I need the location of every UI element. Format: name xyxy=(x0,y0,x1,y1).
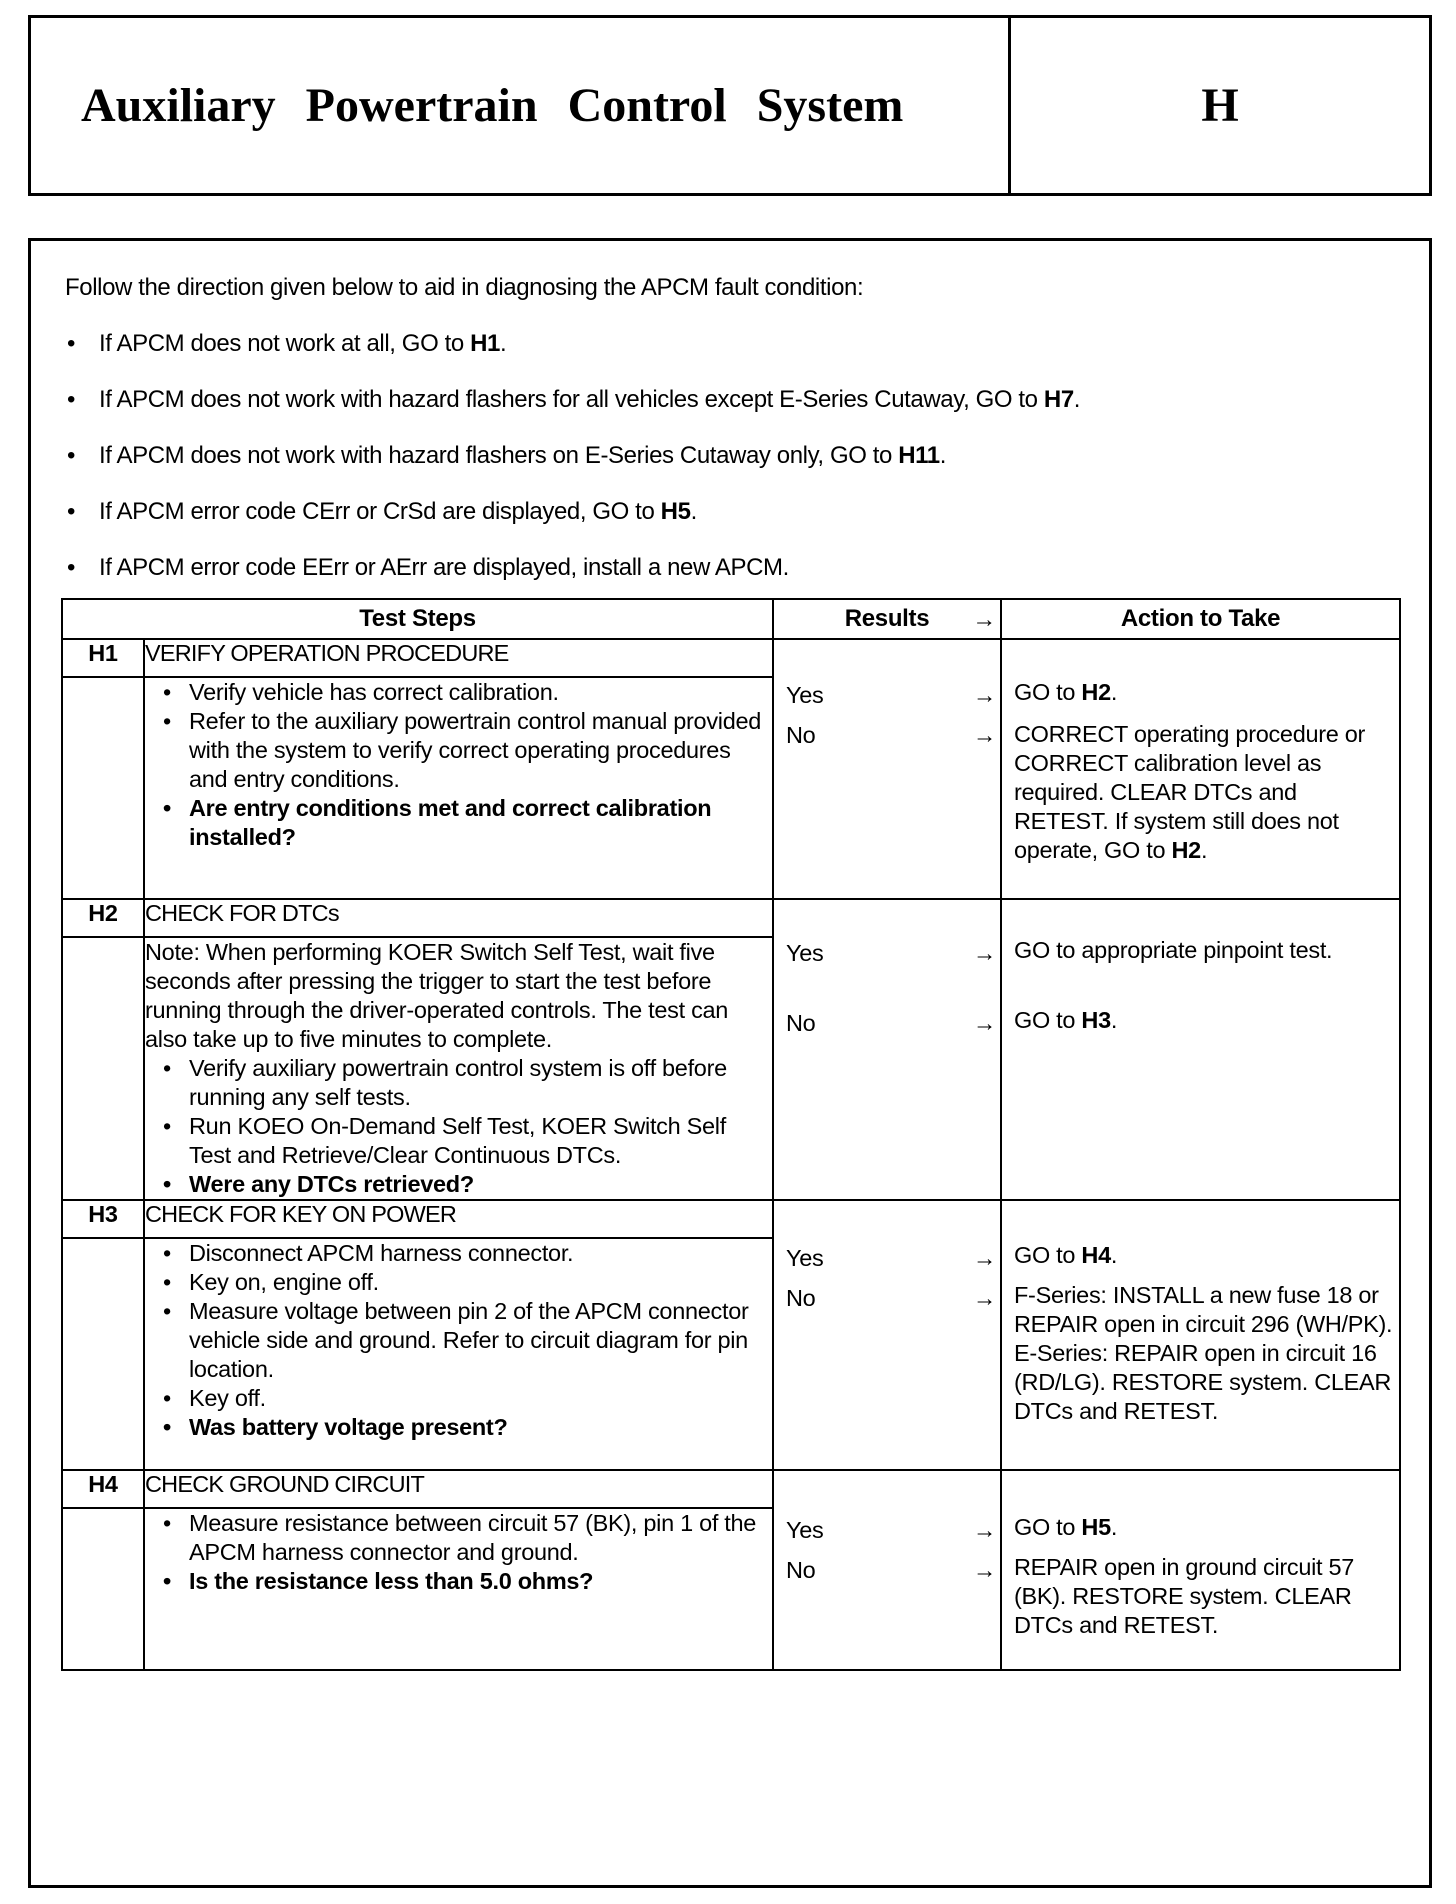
instruction-item: • Disconnect APCM harness connector. xyxy=(163,1240,574,1266)
step-id: H2 xyxy=(62,899,144,937)
intro-lead: Follow the direction given below to aid in diagnosing the APCM fault condition: xyxy=(65,274,864,301)
action-yes: GO to H4. xyxy=(1014,1242,1118,1268)
direction-item: • If APCM does not work with hazard flashers on E-Series Cutaway only, GO to H11. xyxy=(67,442,947,469)
step-results xyxy=(773,899,1001,1200)
step-instructions xyxy=(144,677,773,899)
instruction-item: • Run KOEO On-Demand Self Test, KOER Switch Self Test and Retrieve/Clear Continuous DTCs. xyxy=(163,1113,726,1168)
instruction-item: • Measure voltage between pin 2 of the APCM connector vehicle side and ground. Refer to circuit diagram for pin location. xyxy=(163,1298,749,1382)
arrow-icon: → xyxy=(972,606,996,633)
table-header-row xyxy=(62,599,1400,639)
result-yes: Yes xyxy=(786,682,824,708)
step-note: Note: When performing KOER Switch Self Test, wait five seconds after pressing the trigger to start the test before running through the driver-operated controls. The test can also take up to five minutes to complete. xyxy=(145,939,729,1052)
instruction-item: • Refer to the auxiliary powertrain control manual provided with the system to verify correct operating procedures and entry conditions. xyxy=(163,708,762,792)
result-yes: Yes xyxy=(786,940,824,966)
arrow-icon: → xyxy=(972,1517,996,1543)
instruction-question: • Is the resistance less than 5.0 ohms? xyxy=(163,1568,594,1594)
arrow-icon: → xyxy=(972,1285,996,1311)
step-id: H1 xyxy=(62,639,144,677)
result-yes: Yes xyxy=(786,1245,824,1271)
step-actions xyxy=(1001,899,1400,1200)
step-id: H4 xyxy=(62,1470,144,1508)
instruction-question: • Are entry conditions met and correct calibration installed? xyxy=(163,795,712,850)
action-no: CORRECT operating procedure or CORRECT calibration level as required. CLEAR DTCs and RETEST. If system still does not operate, GO to H2. xyxy=(1014,721,1366,863)
step-actions xyxy=(1001,1470,1400,1670)
direction-item: • If APCM does not work at all, GO to H1. xyxy=(67,330,507,357)
direction-list xyxy=(65,330,1395,582)
header-results: Results → xyxy=(773,599,1001,639)
step-title-row xyxy=(62,639,1400,677)
direction-item: • If APCM error code EErr or AErr are displayed, install a new APCM. xyxy=(67,554,789,581)
step-id: H3 xyxy=(62,1200,144,1238)
result-no: No xyxy=(786,1010,816,1036)
test-steps-table xyxy=(61,598,1401,1671)
result-yes: Yes xyxy=(786,1517,824,1543)
instruction-item: • Verify vehicle has correct calibration. xyxy=(163,679,559,705)
page-header xyxy=(28,15,1432,196)
result-no: No xyxy=(786,1285,816,1311)
instruction-item: • Measure resistance between circuit 57 (BK), pin 1 of the APCM harness connector and ground. xyxy=(163,1510,757,1565)
intro-directions xyxy=(65,274,1395,582)
action-yes: GO to appropriate pinpoint test. xyxy=(1014,937,1333,963)
instruction-item: • Key off. xyxy=(163,1385,266,1411)
action-no: GO to H3. xyxy=(1014,1007,1118,1033)
instruction-question: • Were any DTCs retrieved? xyxy=(163,1171,474,1197)
section-code: H xyxy=(1201,79,1239,132)
step-title: CHECK FOR DTCs xyxy=(144,899,773,937)
result-no: No xyxy=(786,1557,816,1583)
arrow-icon: → xyxy=(972,940,996,966)
step-title: VERIFY OPERATION PROCEDURE xyxy=(144,639,773,677)
action-yes: GO to H2. xyxy=(1014,679,1118,705)
header-action: Action to Take xyxy=(1001,599,1400,639)
instruction-question: • Was battery voltage present? xyxy=(163,1414,508,1440)
step-results xyxy=(773,1470,1001,1670)
step-title: CHECK FOR KEY ON POWER xyxy=(144,1200,773,1238)
step-actions xyxy=(1001,1200,1400,1470)
step-results xyxy=(773,1200,1001,1470)
content-box xyxy=(28,238,1432,1888)
step-title-row xyxy=(62,1200,1400,1238)
step-results xyxy=(773,639,1001,899)
step-instructions xyxy=(144,1508,773,1670)
arrow-icon: → xyxy=(972,1557,996,1583)
step-title: CHECK GROUND CIRCUIT xyxy=(144,1470,773,1508)
instruction-item: • Verify auxiliary powertrain control system is off before running any self tests. xyxy=(163,1055,727,1110)
arrow-icon: → xyxy=(972,1010,996,1036)
instruction-item: • Key on, engine off. xyxy=(163,1269,379,1295)
step-title-row xyxy=(62,1470,1400,1508)
arrow-icon: → xyxy=(972,682,996,708)
step-actions xyxy=(1001,639,1400,899)
direction-item: • If APCM does not work with hazard flashers for all vehicles except E-Series Cutaway, GO to H7. xyxy=(67,386,1081,413)
direction-item: • If APCM error code CErr or CrSd are displayed, GO to H5. xyxy=(67,498,697,525)
arrow-icon: → xyxy=(972,1245,996,1271)
arrow-icon: → xyxy=(972,722,996,748)
action-no: F-Series: INSTALL a new fuse 18 or REPAIR open in circuit 296 (WH/PK). E-Series: REPAIR open in circuit 16 (RD/LG). RESTORE system. CLEAR DTCs and RETEST. xyxy=(1014,1282,1393,1424)
result-no: No xyxy=(786,722,816,748)
header-test-steps: Test Steps xyxy=(62,599,773,639)
action-yes: GO to H5. xyxy=(1014,1514,1118,1540)
step-instructions xyxy=(144,1238,773,1470)
page-title: Auxiliary Powertrain Control System xyxy=(31,18,1011,193)
step-title-row xyxy=(62,899,1400,937)
action-no: REPAIR open in ground circuit 57 (BK). RESTORE system. CLEAR DTCs and RETEST. xyxy=(1014,1554,1355,1638)
step-instructions xyxy=(144,937,773,1200)
